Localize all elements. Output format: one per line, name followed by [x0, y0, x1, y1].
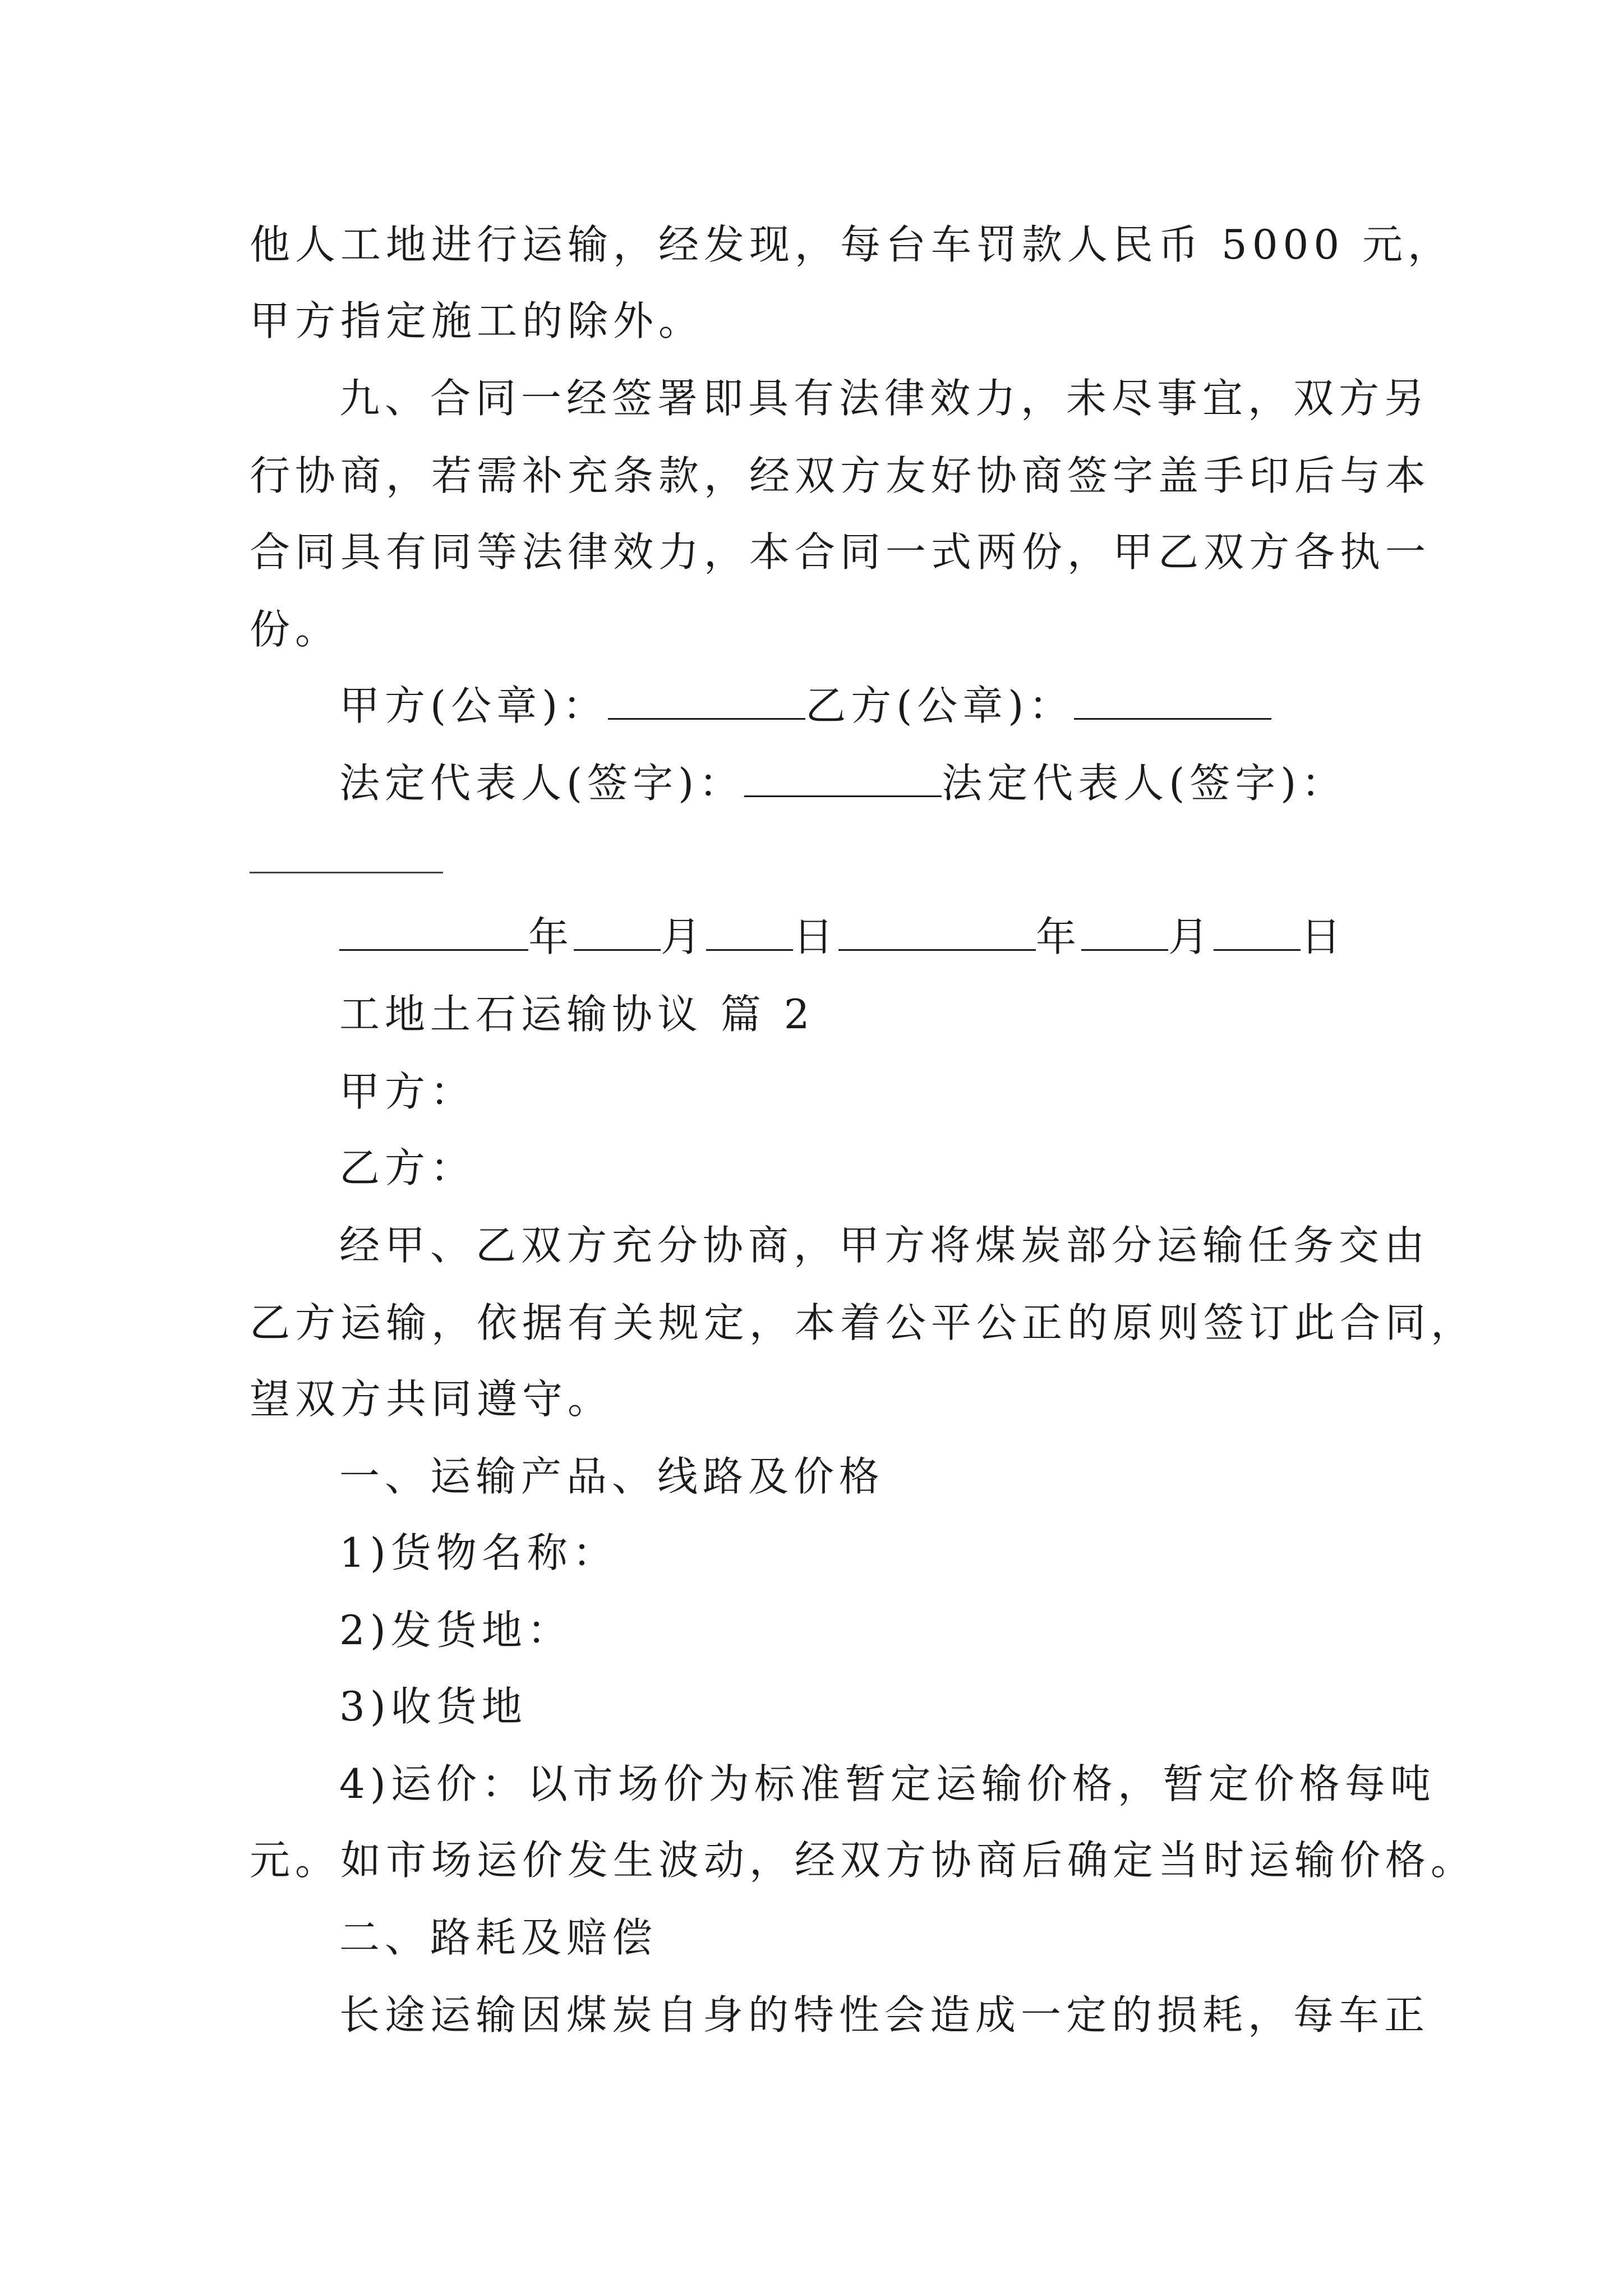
- clause-8-continuation-line-1: 他人工地进行运输，经发现，每台车罚款人民币 5000 元，: [250, 221, 1454, 268]
- year-a-label: 年: [528, 913, 574, 960]
- intro-line-1: 经甲、乙双方充分协商，甲方将煤炭部分运输任务交由: [339, 1222, 1430, 1269]
- party-a-seal-blank: [608, 683, 805, 720]
- month-a-blank: [574, 914, 661, 951]
- clause-9-line-4: 份。: [250, 606, 341, 653]
- heading-2: 二、路耗及赔偿: [339, 1914, 658, 1961]
- clause-9-line-1: 九、合同一经签署即具有法律效力，未尽事宜，双方另: [339, 375, 1430, 422]
- legal-rep-b-label: 法定代表人(签字)：: [942, 760, 1347, 807]
- clause-9-line-2: 行协商，若需补充条款，经双方友好协商签字盖手印后与本: [250, 452, 1431, 499]
- month-a-label: 月: [661, 913, 707, 960]
- party-a-seal-label: 甲方(公章)：: [339, 682, 608, 729]
- item-4-line-1: 4)运价：以市场价为标准暂定运输价格，暂定价格每吨: [339, 1760, 1436, 1807]
- month-b-label: 月: [1168, 913, 1214, 960]
- intro-line-3: 望双方共同遵守。: [250, 1375, 614, 1423]
- loss-clause-line-1: 长途运输因煤炭自身的特性会造成一定的损耗，每车正: [339, 1991, 1430, 2039]
- item-3: 3)收货地: [339, 1683, 527, 1730]
- legal-rep-line: [339, 755, 1347, 811]
- year-b-blank: [838, 914, 1036, 951]
- party-b-seal-label: 乙方(公章)：: [805, 682, 1075, 729]
- item-2: 2)发货地：: [339, 1607, 573, 1654]
- legal-rep-a-blank: [744, 761, 942, 797]
- day-b-blank: [1214, 914, 1301, 951]
- intro-line-2: 乙方运输，依据有关规定，本着公平公正的原则签订此合同，: [250, 1299, 1477, 1346]
- seal-line: [339, 678, 1271, 734]
- date-line: [339, 909, 1346, 965]
- day-b-label: 日: [1301, 913, 1347, 960]
- year-b-label: 年: [1036, 913, 1082, 960]
- section-2-title: 工地土石运输协议 篇 2: [339, 991, 815, 1038]
- item-4-line-2: 元。如市场运价发生波动，经双方协商后确定当时运输价格。: [250, 1837, 1477, 1884]
- clause-9-line-3: 合同具有同等法律效力，本合同一式两份，甲乙双方各执一: [250, 528, 1431, 576]
- party-b-seal-blank: [1074, 683, 1271, 720]
- month-b-blank: [1081, 914, 1168, 951]
- day-a-blank: [706, 914, 793, 951]
- clause-8-continuation-line-2: 甲方指定施工的除外。: [250, 297, 704, 344]
- party-b-label: 乙方：: [339, 1144, 476, 1191]
- party-a-label: 甲方：: [339, 1068, 476, 1115]
- legal-rep-a-label: 法定代表人(签字)：: [339, 760, 745, 807]
- day-a-label: 日: [793, 913, 839, 960]
- year-a-blank: [339, 914, 528, 951]
- heading-1: 一、运输产品、线路及价格: [339, 1453, 885, 1500]
- item-1: 1)货物名称：: [339, 1529, 618, 1576]
- legal-rep-b-blank: [250, 872, 443, 873]
